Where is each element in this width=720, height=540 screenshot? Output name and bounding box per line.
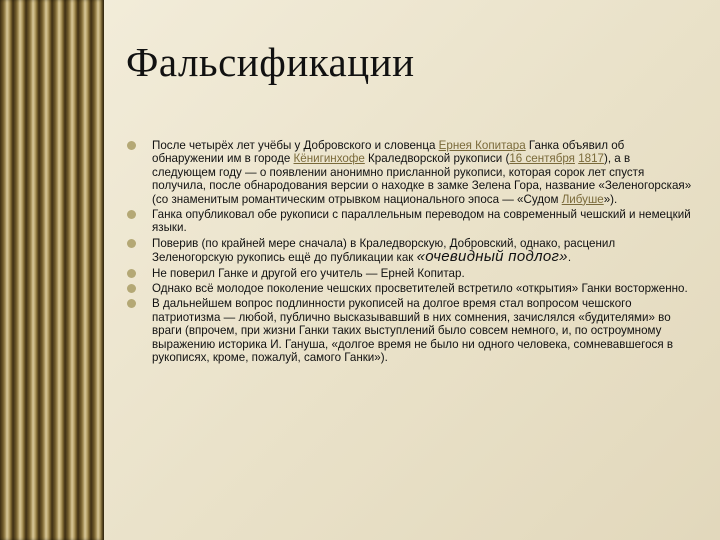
bullet-item [126,139,696,206]
emphasized-quote: «очевидный подлог» [416,248,568,266]
bullet-dot-icon [127,299,136,308]
bullet-item [126,297,696,364]
wiki-link[interactable]: Либуше [561,192,604,206]
bullet-text: Краледворской рукописи ( [364,152,510,166]
bullet-item [126,267,696,280]
wiki-link[interactable]: 1817 [578,152,604,166]
bullet-dot-icon [127,141,136,150]
bullet-item [126,282,696,295]
bullet-item [126,237,696,265]
bullet-dot-icon [127,284,136,293]
slide-title: Фальсификации [126,39,415,85]
bullet-dot-icon [127,269,136,278]
bullet-dot-icon [127,210,136,219]
bullet-text: Ганка опубликовал обе рукописи с параллельным переводом на современный чешский и немецкий языки. [152,208,691,235]
bullet-list [126,139,696,367]
bullet-text: »). [603,192,618,206]
decorative-stripe-border [0,0,104,540]
bullet-text: После четырёх лет учёбы у Добровского и словенца [152,139,439,152]
wiki-link[interactable]: 16 сентября [509,152,575,166]
bullet-text: Однако всё молодое поколение чешских просветителей встретило «открытия» Ганки восторженно. [152,282,688,296]
bullet-text: В дальнейшем вопрос подлинности рукописей на долгое время стал вопросом чешского патриотизма — любой, публично высказывавший в них сомнения, зачислялся «будителями» во враги (впрочем, при жизни Ганки таких выступлений было совсем немного, и, по остроумному выражению историка И. Гануша, «долгое время не было ни одного человека, сомневавшегося в рукописях, кроме, пожалуй, самого Ганки»). [152,297,673,365]
bullet-dot-icon [127,239,136,248]
bullet-text: ), а в следующем году — о появлении анонимно присланной рукописи, которая сорок лет спустя получила, после обнародования версии о находке в замке Зелена Гора, название «Зеленогорская» (со знаменитым романтическим отрывком национального эпоса — «Судом [152,152,692,206]
bullet-text: Не поверил Ганке и другой его учитель — Ерней Копитар. [152,266,465,280]
bullet-text: Ганка объявил об обнаружении им в городе [152,139,625,166]
wiki-link[interactable]: Кёнигинхофе [293,152,365,166]
bullet-item [126,208,696,235]
bullet-text: . [567,251,572,265]
wiki-link[interactable]: Ернея Копитара [438,139,526,152]
bullet-text: Поверив (по крайней мере сначала) в Краледворскую, Добровский, однако, расценил Зеленогорскую рукопись ещё до публикации как [152,236,616,265]
